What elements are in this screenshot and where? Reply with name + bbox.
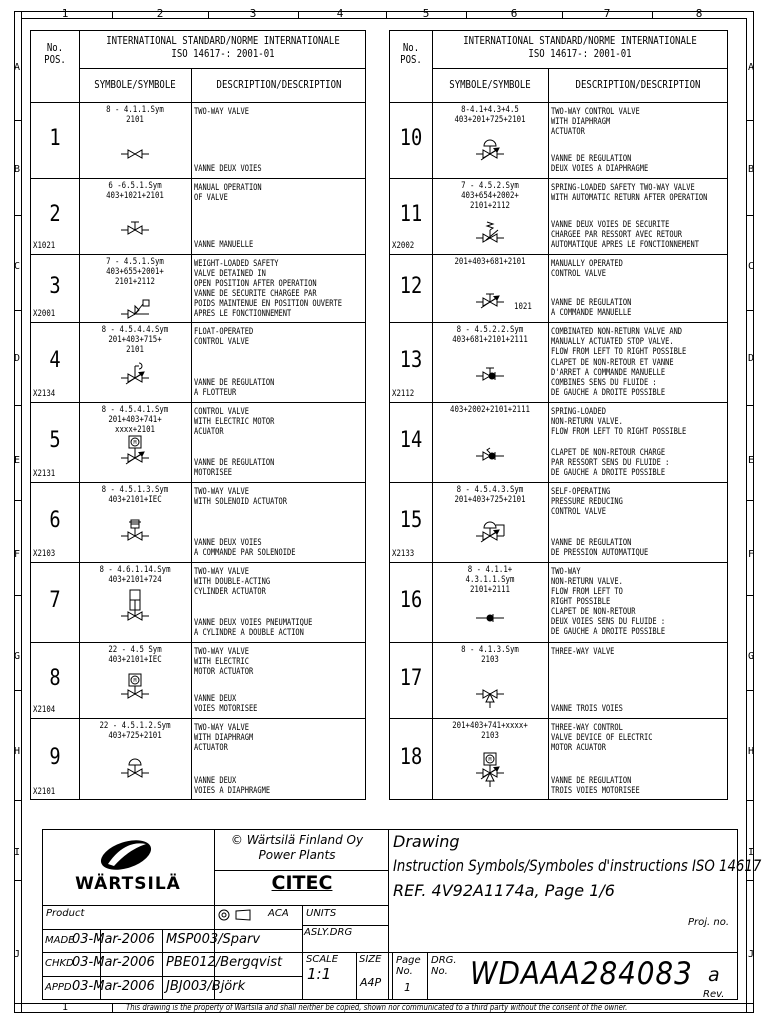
row-iso-reference: 201+403+741+xxxx+ 2103 (452, 721, 528, 741)
title-divider (302, 925, 388, 926)
svg-text:M: M (488, 757, 492, 763)
grid-tick (14, 690, 21, 691)
row-description-en: TWO-WAY CONTROL VALVE WITH DIAPHRAGM ACTUATOR (551, 107, 640, 137)
cylinder-valve-icon (115, 586, 155, 630)
row-iso-reference: 8 - 4.5.4.4.Sym 201+403+715+ 2101 (101, 325, 169, 355)
table-row-divider (30, 718, 366, 719)
appd-label: APPD (45, 982, 72, 993)
row-number: 1 (48, 126, 61, 151)
row-number: 8 (48, 666, 61, 691)
grid-row-label: J (13, 949, 21, 960)
footer-notice: This drawing is the property of Wartsila and shall neither be copied, shown nor communicated to a third party without the consent of the owner. (126, 1003, 628, 1013)
row-description-en: SPRING-LOADED SAFETY TWO-WAY VALVE WITH AUTOMATIC RETURN AFTER OPERATION (551, 183, 708, 203)
row-code: X1021 (33, 241, 56, 251)
grid-row-label: E (13, 455, 21, 466)
grid-tick (562, 11, 563, 18)
row-number: 11 (399, 202, 422, 227)
row-iso-reference: 8 - 4.6.1.14.Sym 403+2101+724 (99, 565, 171, 585)
row-iso-reference: 8 - 4.5.1.3.Sym 403+2101+IEC (101, 485, 169, 505)
made-by: MSP003/Sparv (166, 932, 261, 947)
row-description-en: TWO-WAY NON-RETURN VALVE. FLOW FROM LEFT TO RIGHT POSSIBLE CLAPET DE NON-RETOUR DEUX VOIES SENS DU FLUIDE : DE GAUCHE A DROITE POSSIBLE (551, 567, 666, 637)
footer-divider (112, 1003, 113, 1013)
row-iso-reference: 201+403+681+2101 (454, 257, 526, 267)
wartsila-logo-text: WÄRTSILÄ (75, 874, 181, 894)
header-symbole: SYMBOLE/SYMBOLE (94, 78, 176, 91)
header-no-pos: No. POS. (399, 41, 422, 66)
spring-safety-valve-icon (470, 204, 510, 248)
row-number: 2 (48, 202, 61, 227)
row-description-en: TWO-WAY VALVE WITH DOUBLE-ACTING CYLINDER ACTUATOR (194, 567, 271, 597)
solenoid-valve-icon (115, 506, 155, 550)
grid-tick (747, 215, 754, 216)
row-description-en: CONTROL VALVE WITH ELECTRIC MOTOR ACUATOR (194, 407, 275, 437)
weight-safety-valve-icon (115, 280, 155, 324)
row-iso-reference: 22 - 4.5 Sym 403+2101+IEC (108, 645, 162, 665)
appd-date: 03-Mar-2006 (72, 979, 155, 994)
grid-tick (298, 11, 299, 18)
table-row-divider (389, 718, 728, 719)
row-description-fr: VANNE DEUX VOIES A COMMANDE PAR SOLENOIDE (194, 538, 296, 558)
grid-row-label: B (13, 164, 21, 175)
grid-tick (747, 880, 754, 881)
citec-logo: CITEC (271, 872, 333, 894)
grid-tick (14, 215, 21, 216)
title-divider (427, 952, 428, 1000)
row-description-fr: VANNE DE REGULATION MOTORISEE (194, 458, 275, 478)
grid-tick (208, 11, 209, 18)
grid-tick (14, 800, 21, 801)
title-divider (42, 952, 388, 953)
row-iso-reference: 8 - 4.1.1+ 4.3.1.1.Sym 2101+2111 (465, 565, 515, 595)
title-divider (214, 870, 388, 871)
row-number: 18 (399, 745, 422, 770)
two-way-valve-icon (115, 124, 155, 168)
drawing-reference: REF. 4V92A1174a, Page 1/6 (393, 881, 615, 900)
row-iso-reference: 22 - 4.5.1.2.Sym 403+725+2101 (99, 721, 171, 741)
grid-row-label: E (747, 455, 755, 466)
revision-value: a (708, 964, 720, 986)
grid-column-label: 2 (156, 7, 164, 20)
table-row-divider (389, 482, 728, 483)
header-no-pos: No. POS. (43, 41, 66, 66)
header-standard: INTERNATIONAL STANDARD/NORME INTERNATIONALE ISO 14617-: 2001-01 (463, 34, 697, 60)
size-label: SIZE (359, 954, 382, 965)
units-label: UNITS (306, 908, 337, 919)
pressure-reducing-valve-icon (470, 506, 510, 550)
row-iso-reference: 8 - 4.5.4.3.Sym 201+403+725+2101 (454, 485, 526, 505)
copyright-text: © Wärtsilä Finland Oy Power Plants (230, 833, 364, 862)
grid-tick (747, 405, 754, 406)
grid-row-label: F (13, 549, 21, 560)
table-divider (79, 30, 80, 800)
row-iso-reference: 8 - 4.1.1.Sym 2101 (106, 105, 164, 125)
grid-row-label: D (747, 353, 755, 364)
row-extra-code: 1021 (514, 302, 532, 312)
chkd-by: PBE012/Bergqvist (166, 955, 283, 970)
row-description-fr: CLAPET DE NON-RETOUR CHARGE PAR RESSORT SENS DU FLUIDE : DE GAUCHE A DROITE POSSIBLE (551, 448, 670, 478)
appd-by: JBJ003/Björk (166, 979, 246, 994)
chkd-label: CHKD (45, 958, 74, 969)
grid-tick (466, 11, 467, 18)
page-label: Page No. (396, 955, 421, 977)
row-number: 4 (48, 348, 61, 373)
grid-tick (747, 310, 754, 311)
product-label: Product (46, 908, 85, 919)
row-code: X2104 (33, 705, 56, 715)
row-number: 12 (399, 274, 422, 299)
grid-tick (14, 405, 21, 406)
grid-tick (652, 11, 653, 18)
frame-margin-left (21, 11, 22, 1013)
float-control-valve-icon (115, 348, 155, 392)
manual-control-valve-icon (470, 272, 510, 316)
row-iso-reference: 7 - 4.5.1.Sym 403+655+2001+ 2101+2112 (106, 257, 164, 287)
motor-valve-icon (115, 664, 155, 708)
grid-row-label: H (13, 746, 21, 757)
grid-row-label: J (747, 949, 755, 960)
grid-tick (386, 11, 387, 18)
table-row-divider (389, 254, 728, 255)
motor-control-valve-icon (115, 428, 155, 472)
grid-row-label: F (747, 549, 755, 560)
scale-value: 1:1 (307, 965, 332, 983)
manual-valve-icon (115, 200, 155, 244)
row-description-fr: VANNE DE REGULATION TROIS VOIES MOTORISEE (551, 776, 640, 796)
table-row-divider (30, 178, 366, 179)
row-description-en: FLOAT-OPERATED CONTROL VALVE (194, 327, 254, 347)
drawing-title: Instruction Symbols/Symboles d'instructions ISO 14617 (393, 856, 762, 875)
table-row-divider (389, 562, 728, 563)
scale-label: SCALE (306, 954, 339, 965)
row-number: 15 (399, 508, 422, 533)
row-description-en: SPRING-LOADED NON-RETURN VALVE. FLOW FROM LEFT TO RIGHT POSSIBLE (551, 407, 687, 437)
table-divider (30, 102, 366, 103)
row-description-en: TWO-WAY VALVE (194, 107, 249, 117)
grid-column-label: 3 (249, 7, 257, 20)
footer-sheet-number: 1 (61, 1002, 69, 1013)
made-date: 03-Mar-2006 (72, 932, 155, 947)
row-iso-reference: 8 - 4.5.4.1.Sym 201+403+741+ xxxx+2101 (101, 405, 169, 435)
grid-row-label: I (13, 847, 21, 858)
drawing-number: WDAAA284083 (470, 956, 693, 992)
wartsila-logo-icon (94, 834, 158, 876)
row-number: 13 (399, 348, 422, 373)
row-description-en: MANUAL OPERATION OF VALVE (194, 183, 262, 203)
row-number: 3 (48, 274, 61, 299)
row-iso-reference: 8-4.1+4.3+4.5 403+201+725+2101 (454, 105, 526, 125)
row-description-en: THREE-WAY CONTROL VALVE DEVICE OF ELECTRIC MOTOR ACUATOR (551, 723, 653, 753)
title-divider (356, 952, 357, 1000)
grid-tick (747, 500, 754, 501)
grid-tick (14, 500, 21, 501)
grid-row-label: H (747, 746, 755, 757)
table-row-divider (389, 322, 728, 323)
table-row-divider (30, 642, 366, 643)
row-description-fr: VANNE TROIS VOIES (551, 704, 623, 714)
row-iso-reference: 403+2002+2101+2111 (450, 405, 530, 415)
size-value: A4P (360, 976, 382, 989)
grid-row-label: I (747, 847, 755, 858)
chkd-date: 03-Mar-2006 (72, 955, 155, 970)
asly-label: ASLY.DRG (304, 927, 353, 938)
grid-tick (747, 800, 754, 801)
nonreturn-valve-icon (470, 588, 510, 632)
grid-tick (14, 120, 21, 121)
grid-row-label: C (13, 261, 21, 272)
grid-column-label: 5 (422, 7, 430, 20)
title-divider (42, 929, 302, 930)
spring-nonreturn-valve-icon (470, 426, 510, 470)
row-code: X2131 (33, 469, 56, 479)
table-row-divider (389, 642, 728, 643)
title-divider (388, 952, 738, 953)
row-description-en: THREE-WAY VALVE (551, 647, 615, 657)
drawing-label: Drawing (393, 832, 460, 851)
row-description-fr: VANNE DE REGULATION A FLOTTEUR (194, 378, 275, 398)
table-divider (79, 68, 366, 69)
row-number: 7 (48, 588, 61, 613)
row-description-en: TWO-WAY VALVE WITH SOLENOID ACTUATOR (194, 487, 287, 507)
grid-row-label: G (13, 651, 21, 662)
row-iso-reference: 7 - 4.5.2.Sym 403+654+2002+ 2101+2112 (461, 181, 519, 211)
header-description: DESCRIPTION/DESCRIPTION (575, 78, 701, 91)
row-number: 6 (48, 508, 61, 533)
row-code: X2103 (33, 549, 56, 559)
row-description-fr: VANNE DEUX VOIES DE SECURITE CHARGEE PAR RESSORT AVEC RETOUR AUTOMATIQUE APRES LE FONCTIONNEMENT (551, 220, 699, 250)
table-divider (432, 68, 728, 69)
three-way-valve-icon (470, 664, 510, 708)
row-description-fr: VANNE DE REGULATION DE PRESSION AUTOMATIQUE (551, 538, 649, 558)
grid-column-label: 8 (695, 7, 703, 20)
table-row-divider (30, 562, 366, 563)
title-divider (392, 952, 393, 1000)
row-description-fr: VANNE DE REGULATION DEUX VOIES A DIAPHRAGME (551, 154, 649, 174)
grid-tick (14, 595, 21, 596)
row-number: 5 (48, 428, 61, 453)
row-iso-reference: 8 - 4.5.2.2.Sym 403+681+2101+2111 (452, 325, 528, 345)
row-description-fr: VANNE DEUX VOIES (194, 164, 262, 174)
made-label: MADE (45, 935, 75, 946)
table-row-divider (30, 482, 366, 483)
page-value: 1 (404, 981, 411, 994)
title-divider (388, 829, 389, 1000)
revision-label: Rev. (703, 989, 725, 1000)
grid-row-label: A (13, 62, 21, 73)
row-description-en: MANUALLY OPERATED CONTROL VALVE (551, 259, 623, 279)
grid-tick (747, 595, 754, 596)
table-row-divider (389, 402, 728, 403)
title-divider (214, 829, 215, 1000)
table-row-divider (30, 402, 366, 403)
row-description-fr: CLAPET DE NON-RETOUR ET VANNE D'ARRET A COMMANDE MANUELLE COMBINES SENS DU FLUIDE : DE GAUCHE A DROITE POSSIBLE (551, 358, 674, 398)
nonreturn-stop-valve-icon (470, 346, 510, 390)
grid-row-label: B (747, 164, 755, 175)
row-number: 16 (399, 588, 422, 613)
grid-tick (14, 310, 21, 311)
row-number: 14 (399, 428, 422, 453)
row-description-en: COMBINATED NON-RETURN VALVE AND MANUALLY ACTUATED STOP VALVE. FLOW FROM LEFT TO RIGHT POSSIBLE (551, 327, 687, 357)
table-row-divider (30, 254, 366, 255)
table-row-divider (30, 322, 366, 323)
svg-text:M: M (133, 678, 137, 684)
title-divider (42, 905, 388, 906)
row-description-en: SELF-OPERATING PRESSURE REDUCING CONTROL VALVE (551, 487, 623, 517)
grid-row-label: D (13, 353, 21, 364)
grid-row-label: A (747, 62, 755, 73)
row-code: X2002 (392, 241, 415, 251)
row-number: 9 (48, 745, 61, 770)
grid-column-label: 1 (61, 7, 69, 20)
grid-tick (747, 120, 754, 121)
aca-label: ACA (268, 908, 289, 919)
grid-tick (112, 11, 113, 18)
row-description-fr: VANNE DE REGULATION A COMMANDE MANUELLE (551, 298, 632, 318)
row-description-en: TWO-WAY VALVE WITH ELECTRIC MOTOR ACTUATOR (194, 647, 254, 677)
row-iso-reference: 6 -6.5.1.Sym 403+1021+2101 (106, 181, 164, 201)
table-divider (389, 102, 728, 103)
header-symbole: SYMBOLE/SYMBOLE (449, 78, 531, 91)
row-code: X2001 (33, 309, 56, 319)
row-number: 17 (399, 666, 422, 691)
title-divider (162, 929, 163, 1000)
table-divider (432, 30, 433, 800)
grid-column-label: 6 (510, 7, 518, 20)
row-description-fr: VANNE DEUX VOIES PNEUMATIQUE A CYLINDRE A DOUBLE ACTION (194, 618, 313, 638)
row-code: X2112 (392, 389, 415, 399)
row-description-en: TWO-WAY VALVE WITH DIAPHRAGM ACTUATOR (194, 723, 254, 753)
grid-tick (747, 690, 754, 691)
row-code: X2133 (392, 549, 415, 559)
diaphragm-valve-icon (115, 743, 155, 787)
row-description-en: WEIGHT-LOADED SAFETY VALVE DETAINED IN OPEN POSITION AFTER OPERATION VANNE DE SECURITE CHARGEE PAR POIDS MAINTENUE EN POSITION OUVERTE APRES LE FONCTIONNEMENT (194, 259, 342, 319)
grid-column-label: 7 (603, 7, 611, 20)
grid-row-label: C (747, 261, 755, 272)
grid-tick (14, 880, 21, 881)
row-code: X2101 (33, 787, 56, 797)
row-iso-reference: 8 - 4.1.3.Sym 2103 (461, 645, 519, 665)
header-description: DESCRIPTION/DESCRIPTION (216, 78, 341, 91)
row-description-fr: VANNE DEUX VOIES MOTORISEE (194, 694, 258, 714)
three-way-motor-valve-icon (470, 743, 510, 787)
grid-row-label: G (747, 651, 755, 662)
grid-column-label: 4 (336, 7, 344, 20)
project-number-label: Proj. no. (688, 917, 730, 928)
row-description-fr: VANNE MANUELLE (194, 240, 254, 250)
projection-symbol-icon (218, 909, 254, 921)
row-description-fr: VANNE DEUX VOIES A DIAPHRAGME (194, 776, 271, 796)
title-divider (42, 976, 302, 977)
row-code: X2134 (33, 389, 56, 399)
svg-text:M: M (133, 440, 137, 446)
row-number: 10 (399, 126, 422, 151)
diaphragm-control-valve-icon (470, 124, 510, 168)
header-standard: INTERNATIONAL STANDARD/NORME INTERNATIONALE ISO 14617-: 2001-01 (105, 34, 340, 60)
drawing-number-label: DRG. No. (431, 955, 457, 977)
table-row-divider (389, 178, 728, 179)
